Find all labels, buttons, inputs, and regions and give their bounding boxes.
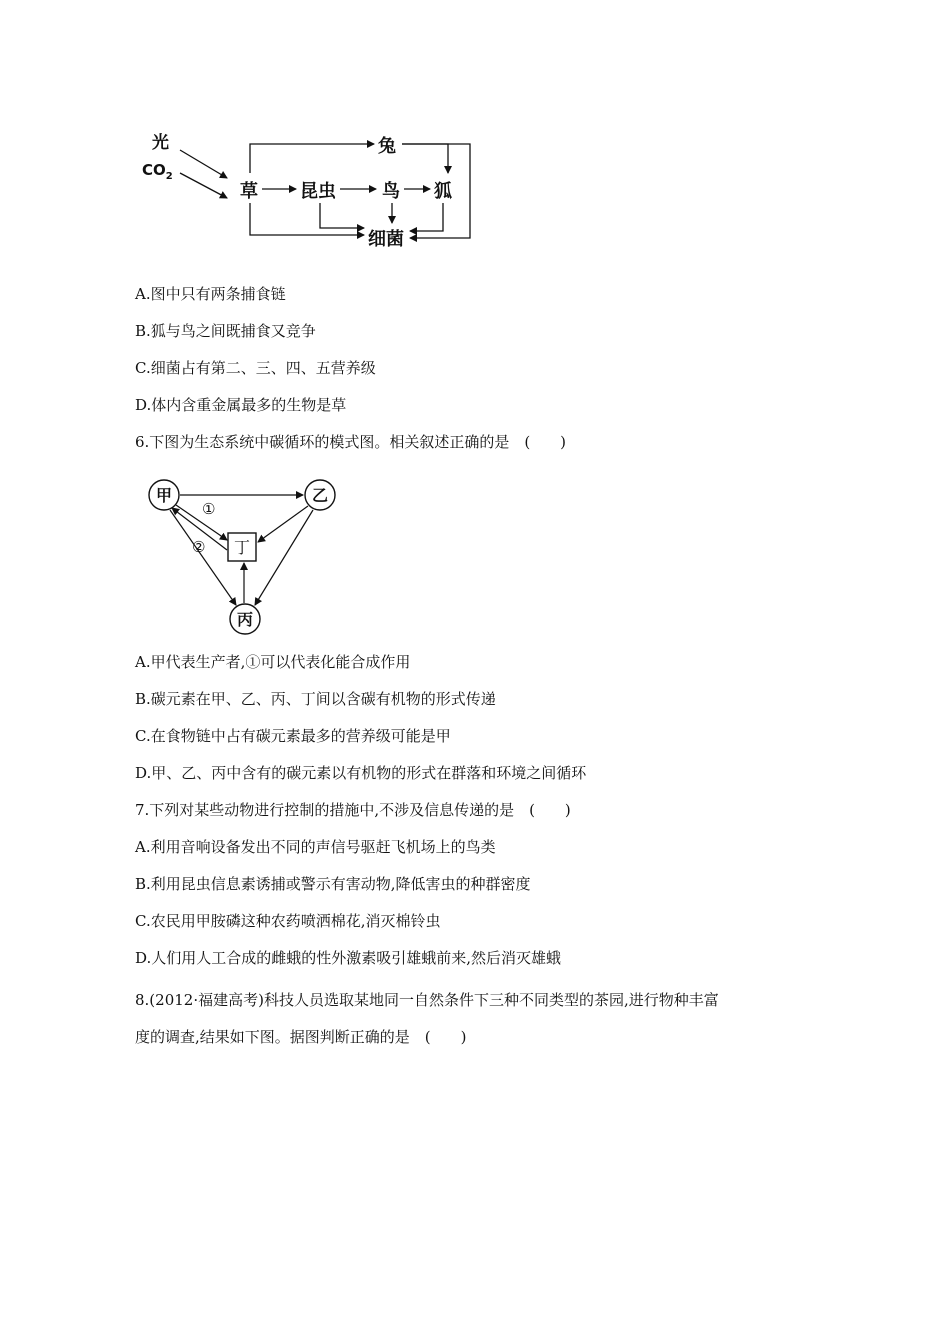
rabbit-fox-arrow xyxy=(402,144,448,173)
yi-ding-arrow xyxy=(258,506,308,542)
bird-node: 鸟 xyxy=(382,181,400,202)
q7-stem: 7.下列对某些动物进行控制的措施中,不涉及信息传递的是 ( ) xyxy=(135,801,571,819)
q5-option-d: D.体内含重金属最多的生物是草 xyxy=(135,396,347,414)
yi-node: 乙 xyxy=(311,486,329,505)
co2-arrow xyxy=(180,173,227,198)
marker-2: ② xyxy=(192,538,206,556)
q6-option-b: B.碳元素在甲、乙、丙、丁间以含碳有机物的形式传递 xyxy=(135,690,496,708)
insect-bacteria-arrow xyxy=(320,203,364,228)
jia-node: 甲 xyxy=(155,486,173,505)
food-web-diagram xyxy=(130,125,490,255)
q7-option-a: A.利用音响设备发出不同的声信号驱赶飞机场上的鸟类 xyxy=(135,838,496,856)
q6-option-d: D.甲、乙、丙中含有的碳元素以有机物的形式在群落和环境之间循环 xyxy=(135,764,587,782)
marker-1: ① xyxy=(202,500,216,518)
q6-option-a: A.甲代表生产者,①可以代表化能合成作用 xyxy=(135,653,411,671)
grass-node: 草 xyxy=(240,181,258,202)
rabbit-node: 兔 xyxy=(378,136,396,157)
grass-rabbit-arrow xyxy=(250,144,374,173)
insect-node: 昆虫 xyxy=(300,181,336,202)
light-arrow xyxy=(180,150,227,178)
carbon-cycle-diagram xyxy=(140,472,350,642)
light-label: 光 xyxy=(152,133,169,153)
q6-option-c: C.在食物链中占有碳元素最多的营养级可能是甲 xyxy=(135,727,451,745)
ding-node: 丁 xyxy=(233,538,251,557)
co2-label: $CO_2$ xyxy=(142,161,173,182)
bing-node: 丙 xyxy=(236,610,254,629)
q7-option-d: D.人们用人工合成的雌蛾的性外激素吸引雄蛾前来,然后消灭雄蛾 xyxy=(135,949,562,967)
q5-option-c: C.细菌占有第二、三、四、五营养级 xyxy=(135,359,376,377)
q8-stem-line2: 度的调查,结果如下图。据图判断正确的是 ( ) xyxy=(135,1028,467,1046)
q5-option-b: B.狐与鸟之间既捕食又竞争 xyxy=(135,322,316,340)
q7-option-c: C.农民用甲胺磷这种农药喷洒棉花,消灭棉铃虫 xyxy=(135,912,441,930)
q6-stem: 6.下图为生态系统中碳循环的模式图。相关叙述正确的是 ( ) xyxy=(135,433,567,451)
bacteria-node: 细菌 xyxy=(368,229,404,250)
fox-bacteria-arrow xyxy=(410,203,443,231)
q5-option-a: A.图中只有两条捕食链 xyxy=(135,285,286,303)
yi-bing-arrow xyxy=(255,510,313,605)
q7-option-b: B.利用昆虫信息素诱捕或警示有害动物,降低害虫的种群密度 xyxy=(135,875,531,893)
q8-stem-line1: 8.(2012·福建高考)科技人员选取某地同一自然条件下三种不同类型的茶园,进行物种丰富 xyxy=(135,991,719,1009)
grass-bacteria-arrow xyxy=(250,203,364,235)
fox-node: 狐 xyxy=(434,181,452,202)
